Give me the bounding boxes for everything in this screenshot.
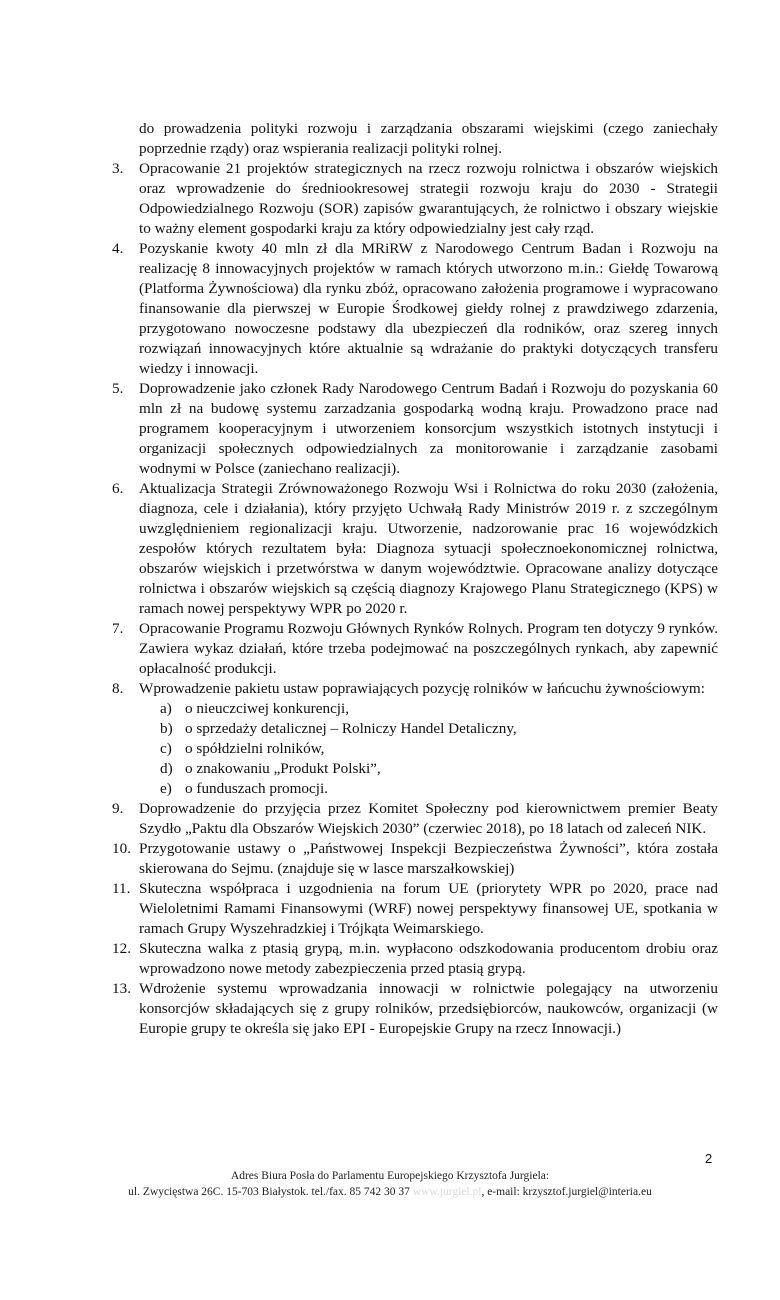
list-item [112,839,718,879]
sub-list-text: o funduszach promocji. [185,780,328,797]
footer-website-link[interactable]: www.jurgiel.pl [409,1186,482,1198]
sub-list-item [160,779,540,799]
sub-list-item [160,699,540,719]
list-item-text: Opracowanie 21 projektów strategicznych na rzecz rozwoju rolnictwa i obszarów wiejskich oraz wprowadzenie do średniookresowej strategii rozwoju kraju do 2030 - Strategii Odpowiedzialnego Rozwoju (SOR) zapisów gwarantujących, że rolnictwo i obszary wiejskie to ważny element gospodarki kraju za który odpowiedzialny jest cały rząd. [139,160,718,237]
sub-list-item [160,759,540,779]
sub-list-text: o nieuczciwej konkurencji, [185,700,350,717]
list-item-text: Skuteczna współpraca i uzgodnienia na forum UE (priorytety WPR po 2020, prace nad Wieloletnimi Ramami Finansowymi (WRF) nowej perspektywy finansowej UE, spotkania w ramach Grupy Wyszehradzkiej i Trójkąta Weimarskiego. [139,880,718,937]
list-number: 4. [112,240,124,257]
list-item-text: Opracowanie Programu Rozwoju Głównych Rynków Rolnych. Program ten dotyczy 9 rynków. Zawiera wykaz działań, które trzeba podejmować na poszczególnych rynkach, aby zapewnić opłacalność produkcji. [139,620,718,677]
page-number: 2 [705,1151,713,1166]
list-item-text: Doprowadzenie do przyjęcia przez Komitet Społeczny pod kierownictwem premier Beaty Szydło „Paktu dla Obszarów Wiejskich 2030” (czerwiec 2018), po 18 latach od zaleceń NIK. [139,800,718,837]
list-item-text: Skuteczna walka z ptasią grypą, m.in. wypłacono odszkodowania producentom drobiu oraz wprowadzono nowe metody zabezpieczenia przed ptasią grypą. [139,940,718,977]
list-item [112,939,718,979]
list-number: 3. [112,160,124,177]
list-item [112,239,718,379]
sub-list-letter: b) [160,720,173,737]
footer-address-heading: Adres Biura Posła do Parlamentu Europejskiego Krzysztofa Jurgiela: [230,1170,550,1182]
sub-list-letter: c) [160,740,172,757]
list-item [112,159,718,239]
sub-list-text: o spółdzielni rolników, [185,740,325,757]
document-body [112,119,718,1039]
list-number: 12. [112,940,131,957]
list-item-text: Przygotowanie ustawy o „Państwowej Inspekcji Bezpieczeństwa Żywności”, która została skierowana do Sejmu. (znajduje się w lasce marszałkowskiej) [139,840,718,877]
list-item [112,799,718,839]
list-item [112,679,718,699]
sub-list-item [160,719,540,739]
list-number: 9. [112,800,124,817]
list-item-text: Wprowadzenie pakietu ustaw poprawiających pozycję rolników w łańcuchu żywnościowym: [139,680,705,697]
list-item [112,379,718,479]
sub-list-letter: d) [160,760,173,777]
footer-email: , e-mail: krzysztof.jurgiel@interia.eu [481,1186,652,1198]
list-number: 11. [112,880,131,897]
sub-list-item [160,739,540,759]
list-number: 6. [112,480,124,497]
footer-address-phone: ul. Zwycięstwa 26C. 15-703 Białystok. tel./fax. 85 742 30 37 [128,1186,410,1198]
list-number: 7. [112,620,124,637]
list-item [112,879,718,939]
list-number: 8. [112,680,124,697]
continuation-paragraph: do prowadzenia polityki rozwoju i zarządzania obszarami wiejskimi (czego zaniechały poprzednie rządy) oraz wspierania realizacji polityki rolnej. [139,120,718,157]
list-number: 13. [112,980,131,997]
list-item [112,619,718,679]
footer-contact-line [0,1185,780,1199]
list-item-text: Wdrożenie systemu wprowadzania innowacji w rolnictwie polegający na utworzeniu konsorcjów składających się z grupy rolników, przedsiębiorców, naukowców, organizacji (w Europie grupy te określa się jako EPI - Europejskie Grupy na rzecz Innowacji.) [139,980,718,1037]
sub-list-text: o znakowaniu „Produkt Polski”, [185,760,381,777]
list-item-text: Aktualizacja Strategii Zrównoważonego Rozwoju Wsi i Rolnictwa do roku 2030 (założenia, diagnoza, cele i działania), który przyjęto Uchwałą Rady Ministrów 2019 r. z szczególnym uwzględnieniem regionalizacji kraju. Utworzenie, nadzorowanie prac 16 wojewódzkich zespołów których rezultatem była: Diagnoza sytuacji społecznoekonomicznej rolnictwa, obszarów wiejskich i przetwórstwa w danym województwie. Opracowane analizy dotyczące rolnictwa i obszarów wiejskich są częścią diagnozy Krajowego Planu Strategicznego (KPS) w ramach nowej perspektywy WPR po 2020 r. [139,480,718,617]
sub-list-letter: e) [160,780,172,797]
list-item-text: Pozyskanie kwoty 40 mln zł dla MRiRW z Narodowego Centrum Badan i Rozwoju na realizację 8 innowacyjnych projektów w ramach których utworzono m.in.: Giełdę Towarową (Platforma Żywnościowa) dla rynku zbóż, opracowano założenia programowe i wypracowano finansowanie dla pierwszej w Europie Środkowej giełdy rolnej z prawdziwego zdarzenia, przygotowano nowoczesne podstawy dla ubezpieczeń dla rodników, oraz szereg innych rozwiązań innowacyjnych które aktualnie są wdrażanie do praktyki dotyczących transferu wiedzy i innowacji. [139,240,718,377]
list-item [112,479,718,619]
list-item [112,979,718,1039]
sub-list-text: o sprzedaży detalicznej – Rolniczy Handel Detaliczny, [185,720,517,737]
list-item-text: Doprowadzenie jako członek Rady Narodowego Centrum Badań i Rozwoju do pozyskania 60 mln zł na budowę systemu zarzadzania gospodarką wodną kraju. Prowadzono prace nad programem kooperacyjnym i utworzeniem konsorcjum wszystkich istotnych instytucji i organizacji społecznych odpowiedzialnych za monitorowanie i zarządzanie zasobami wodnymi w Polsce (zaniechano realizacji). [139,380,718,477]
list-number: 5. [112,380,124,397]
sub-list-letter: a) [160,700,172,717]
list-number: 10. [112,840,131,857]
